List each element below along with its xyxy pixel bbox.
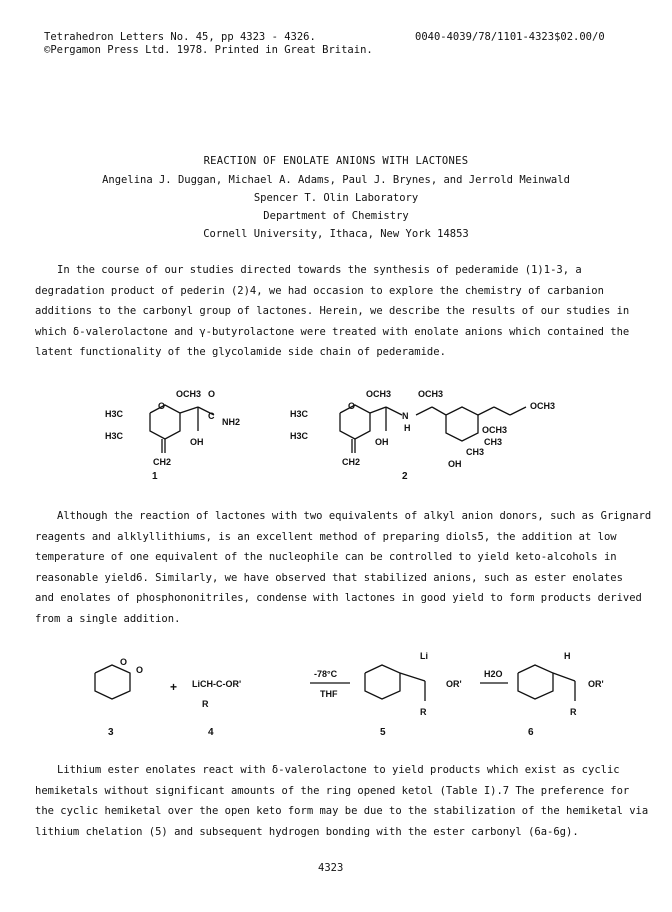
ch2-label: CH2 [153, 457, 172, 467]
text-line: In the course of our studies directed towards the synthesis of pederamide (1)1-3, a [57, 264, 582, 276]
och3-label: OCH3 [366, 389, 392, 399]
li-label: Li [420, 651, 428, 661]
h3c-label: H3C [105, 431, 124, 441]
ester-label: OR' [588, 679, 604, 689]
compound-3-label: 3 [108, 727, 114, 738]
page-number: 4323 [318, 862, 344, 874]
reagent-4-formula: LiCH-C-OR' [192, 679, 242, 689]
solvent-label: THF [320, 689, 338, 699]
plus-sign: + [170, 680, 178, 694]
text-line: latent functionality of the glycolamide side chain of pederamide. [35, 346, 446, 358]
ring-oxygen-label: O [348, 401, 356, 411]
text-line: hemiketals without significant amounts of the ring opened ketol (Table I).7 The preference for [35, 784, 630, 797]
structures-figure [90, 375, 590, 485]
h3c-label: H3C [105, 409, 124, 419]
ch2-label: CH2 [342, 457, 361, 467]
r-label: R [420, 707, 427, 717]
och3-label: OCH3 [176, 389, 202, 399]
oh-label: OH [190, 437, 204, 447]
paragraph-background [35, 506, 652, 629]
compound-6-structure [518, 665, 575, 701]
compound-4-label: 4 [208, 727, 214, 738]
temp-label: -78°C [314, 669, 338, 679]
compound-6-label: 6 [528, 727, 534, 738]
text-line: reagents and alklyllithiums, is an excellent method of preparing diols5, the addition at low [35, 530, 617, 543]
ch3-label: CH3 [484, 437, 503, 447]
r-label: R [570, 707, 577, 717]
text-line: and enolates of phosphononitriles, condense with lactones in good yield to form products derived [35, 592, 642, 604]
text-line: from a single addition. [35, 612, 181, 625]
paragraph-intro [35, 260, 635, 363]
text-line: degradation product of pederin (2)4, we had occasion to explore the chemistry of carbanion [35, 284, 604, 297]
journal-line: Tetrahedron Letters No. 45, pp 4323 - 4326. [44, 31, 316, 43]
authors: Angelina J. Duggan, Michael A. Adams, Paul J. Brynes, and Jerrold Meinwald [102, 174, 570, 186]
och3-label: OCH3 [418, 389, 444, 399]
ester-label: OR' [446, 679, 462, 689]
compound-5-structure [365, 665, 425, 701]
text-line: additions to the carbonyl group of lactones. Herein, we describe the results of our studies in [35, 305, 630, 317]
publisher-line: ©Pergamon Press Ltd. 1978. Printed in Great Britain. [44, 44, 373, 56]
och3-label: OCH3 [530, 401, 556, 411]
compound-1-label: 1 [152, 471, 158, 482]
compound-3-structure [95, 665, 130, 699]
affiliation-line-2: Department of Chemistry [263, 210, 409, 222]
affiliation-line-1: Spencer T. Olin Laboratory [253, 192, 419, 204]
oh-label: OH [375, 437, 389, 447]
reaction-scheme [80, 645, 620, 745]
h-bond-label: H [564, 651, 571, 661]
ring-oxygen-label: O [120, 657, 128, 667]
carbon-label: C [208, 411, 215, 421]
paragraph-results [35, 760, 649, 842]
h3c-label: H3C [290, 431, 309, 441]
compound-5-label: 5 [380, 727, 386, 738]
article-code: 0040-4039/78/1101-4323$02.00/0 [415, 31, 605, 43]
h3c-label: H3C [290, 409, 309, 419]
ring-oxygen-label: O [158, 401, 166, 411]
amide-n-label: N [402, 411, 409, 421]
text-line: which δ-valerolactone and γ-butyrolactone were treated with enolate anions which contained the [35, 325, 630, 338]
text-line: the cyclic hemiketal over the open keto form may be due to the stabilization of the hemiketal via [35, 805, 649, 817]
text-line: reasonable yield6. Similarly, we have observed that stabilized anions, such as ester enolates [35, 571, 623, 584]
text-line: Although the reaction of lactones with two equivalents of alkyl anion donors, such as Grignard [57, 510, 652, 522]
nh2-label: NH2 [222, 417, 241, 427]
affiliation-line-3: Cornell University, Ithaca, New York 14853 [203, 228, 469, 240]
text-line: Lithium ester enolates react with δ-valerolactone to yield products which exist as cyclic [57, 764, 620, 776]
och3-label: OCH3 [482, 425, 508, 435]
water-label: H2O [484, 669, 503, 679]
reagent-4-r: R [202, 699, 209, 709]
compound-1-structure [150, 405, 214, 453]
text-line: lithium chelation (5) and subsequent hydrogen bonding with the ester carbonyl (6a-6g). [35, 825, 579, 838]
article-title: REACTION OF ENOLATE ANIONS WITH LACTONES [203, 155, 469, 167]
compound-2-label: 2 [402, 471, 408, 482]
carbonyl-o-label: O [136, 665, 144, 675]
amide-h-label: H [404, 423, 411, 433]
oh-label: OH [448, 459, 462, 469]
carbonyl-o-label: O [208, 389, 216, 399]
text-line: temperature of one equivalent of the nucleophile can be controlled to yield keto-alcohols in [35, 551, 617, 563]
ch3-label: CH3 [466, 447, 485, 457]
